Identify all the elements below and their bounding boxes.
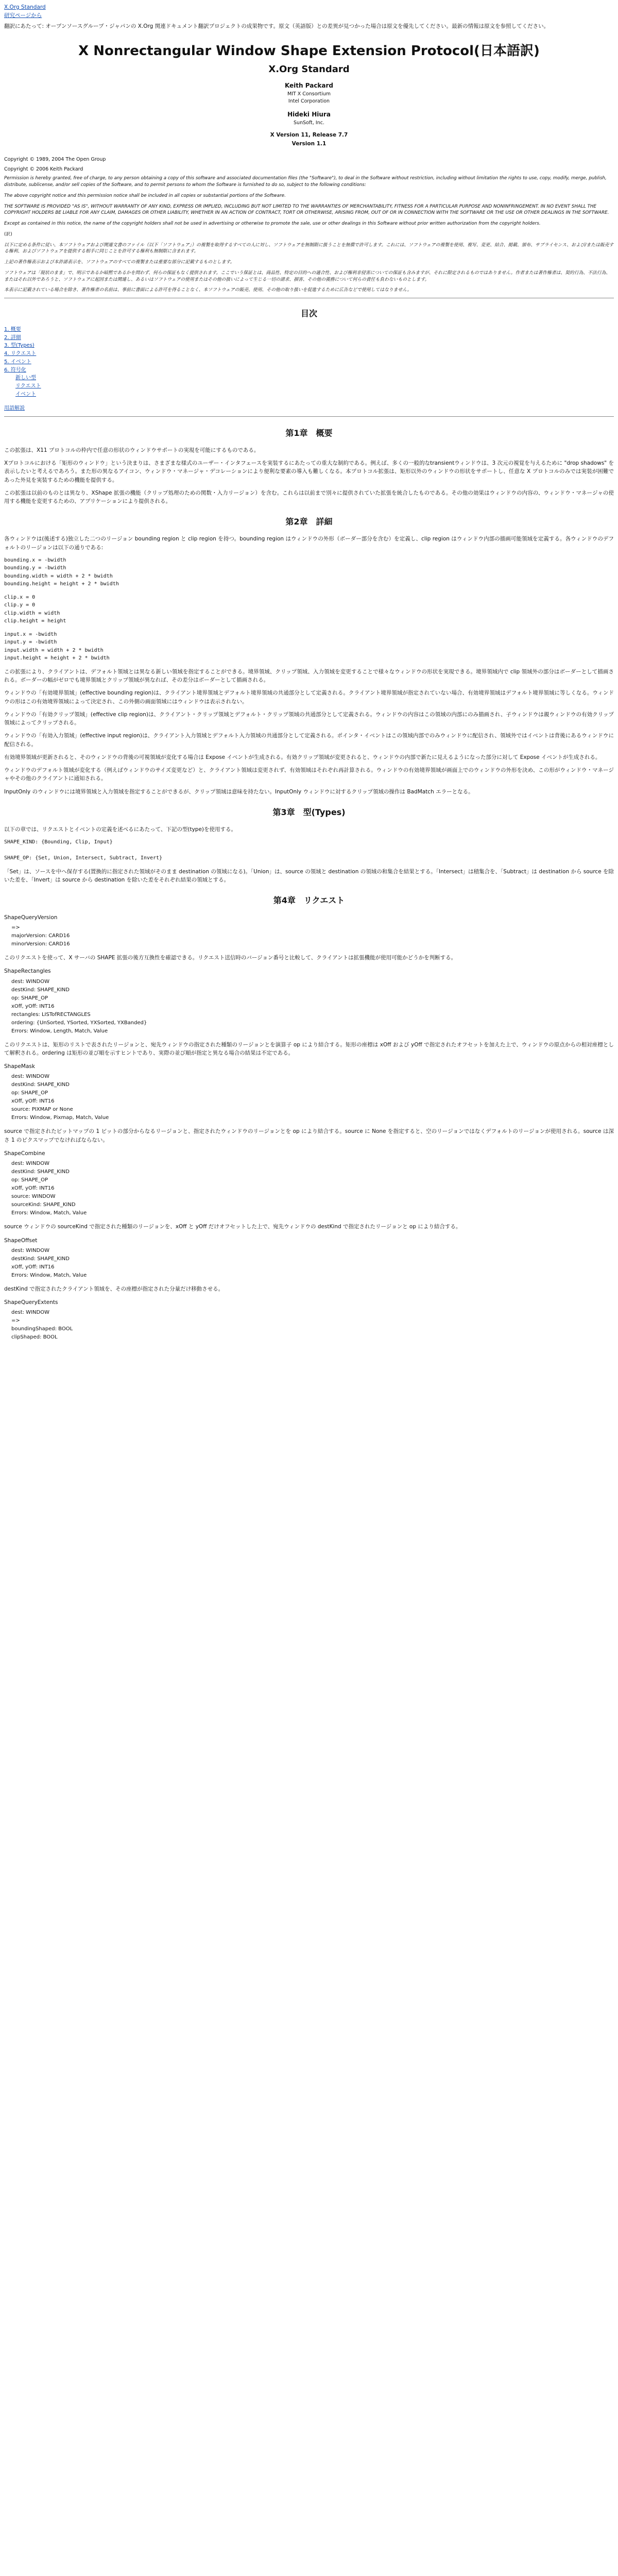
request-field: destKind: SHAPE_KIND <box>11 1169 70 1175</box>
request-description: このリクエストは、矩形のリストで表されたリージョンと、宛先ウィンドウの指定された種類のリージョンとを演算子 op により結合する。矩形の座標は xOff および yOff で指定されたオフセットを加えた上で、ウィンドウの原点からの相対座標として解釈される。ordering は矩形の並び順を示すヒントであり、実際の並び順が指定と異なる場合の結果は不定である。 <box>4 1041 614 1056</box>
author-name: Keith Packard <box>284 81 334 89</box>
toc-item <box>4 342 614 350</box>
license-paragraph-ja: 上記の著作権表示および本許諾表示を、ソフトウェアのすべての複製または重要な部分に記載するものとします。 <box>4 260 235 265</box>
license-paragraph: Permission is hereby granted, free of charge, to any person obtaining a copy of this software and associated documentation files (the "Software"), to deal in the Software without restriction, including without limitation the rights to use, copy, modify, merge, publish, distribute, sublicense, and/or sell copies of the Software, and to permit persons to whom the Software is furnished to do so, subject to the following conditions: <box>4 176 607 188</box>
request-field: dest: WINDOW <box>11 1310 49 1316</box>
license-paragraph: Except as contained in this notice, the name of the copyright holders shall not be used in advertising or otherwise to promote the sale, use or other dealings in this Software without prior written authorization from the copyright holders. <box>4 221 541 227</box>
request-field: majorVersion: CARD16 <box>11 933 70 939</box>
paragraph: Xプロトコルにおける「矩形のウィンドウ」という決まりは、さまざまな様式のユーザー・インタフェースを実装するにあたっての重大な制約である。例えば、多くの一般的なtransientウィンドウは、3 次元の視覚を与えるために "drop shadows" を表示したいと考えるであろう。また形の異なるアイコン、ウィンドウ・マネージャ・デコレーションにより便利な要素の導入も難しくなる。本プロトコル拡張は、矩形以外のウィンドウの形状をサポートし、任意な X プロトコルのみでは実装が困難であった外見を実装するための機能を提供する。 <box>4 460 614 483</box>
default-bounding-region: bounding.x = -bwidth bounding.y = -bwidth bounding.width = width + 2 * bwidth bounding.height = height + 2 * bwidth <box>4 557 119 587</box>
toc-link[interactable]: 4. リクエスト <box>4 351 37 357</box>
request-field: Errors: Window, Length, Match, Value <box>11 1028 108 1034</box>
default-input-region: input.x = -bwidth input.y = -bwidth input.width = width + 2 * bwidth input.height = height + 2 * bwidth <box>4 631 110 662</box>
request-signature <box>4 1073 614 1122</box>
request-field: destKind: SHAPE_KIND <box>11 987 70 993</box>
request-signature <box>4 1160 614 1217</box>
toc-link[interactable]: イベント <box>15 391 36 397</box>
author-block-1 <box>4 81 614 106</box>
paragraph: InputOnly のウィンドウには境界領域と入力領域を指定することができるが、クリップ領域は意味を持たない。InputOnly ウィンドウに対するクリップ領域の操作は BadMatch エラーとなる。 <box>4 788 474 795</box>
document-title: X Nonrectangular Window Shape Extension Protocol(日本語訳) <box>78 43 540 59</box>
chapter-1-title: 第1章 概要 <box>285 428 333 438</box>
request-field: xOff, yOff: INT16 <box>11 1264 55 1270</box>
paragraph: ウィンドウの「有効クリップ領域」(effective clip region)は、クライアント・クリップ領域とデフォルト・クリップ領域の共通部分として定義される。ウィンドウの内容はこの領域の内部にのみ描画され、子ウィンドウは親ウィンドウの有効クリップ領域によってクリップされる。 <box>4 711 614 726</box>
toc-item <box>4 366 614 375</box>
license-paragraph-ja: 本表示に記載されている場合を除き、著作権者の名前は、事前に書面による許可を得ることなく、本ソフトウェアの販売、使用、その他の取り扱いを促進するために広告などで使用してはなりません。 <box>4 287 412 293</box>
request-description: source ウィンドウの sourceKind で指定された種類のリージョンを、xOff と yOff だけオフセットした上で、宛先ウィンドウの destKind で指定されたリージョンと op により結合する。 <box>4 1224 461 1230</box>
request-name: ShapeOffset <box>4 1237 38 1244</box>
request-name: ShapeMask <box>4 1063 35 1070</box>
request-name: ShapeQueryExtents <box>4 1299 58 1306</box>
type-definitions: SHAPE_KIND: {Bounding, Clip, Input} SHAPE_OP: {Set, Union, Intersect, Subtract, Invert} <box>4 839 163 861</box>
toc-link[interactable]: リクエスト <box>15 383 41 389</box>
request-field: xOff, yOff: INT16 <box>11 1185 55 1192</box>
request-field: dest: WINDOW <box>11 1074 49 1080</box>
toc-item <box>4 334 614 342</box>
chapter-3-intro: 以下の章では、リクエストとイベントの定義を述べるにあたって、下記の型(type)を使用する。 <box>4 826 237 833</box>
chapter-2-title: 第2章 詳細 <box>285 517 333 527</box>
request-field: destKind: SHAPE_KIND <box>11 1082 70 1088</box>
request-field: Errors: Window, Pixmap, Match, Value <box>11 1115 109 1121</box>
author-org: Intel Corporation <box>288 98 330 105</box>
release-version: X Version 11, Release 7.7 <box>270 132 348 139</box>
toc-link-glossary[interactable]: 用語解説 <box>4 405 25 411</box>
paragraph: 各ウィンドウは(後述する)独立した二つのリージョン bounding region と clip region を持つ。bounding region はウィンドウの外形（ボーダー部分を含む）を定義し、clip region はウィンドウ内部の描画可能領域を定義する。各ウィンドウのデフォルトのリージョンは以下の通りである: <box>4 536 614 551</box>
request-field: source: PIXMAP or None <box>11 1107 73 1113</box>
request-field: op: SHAPE_OP <box>11 1177 48 1183</box>
toc-item <box>4 350 614 358</box>
request-description: このリクエストを使って、X サーバの SHAPE 拡張の後方互換性を確認できる。リクエスト送信時のバージョン番号と比較して、クライアントは拡張機能が使用可能かどうかを判断する。 <box>4 955 457 961</box>
request-field: xOff, yOff: INT16 <box>11 1003 55 1009</box>
top-link-research-page[interactable]: 研究ページから <box>4 12 42 19</box>
paragraph: ウィンドウの「有効入力領域」(effective input region)は、クライアント入力領域とデフォルト入力領域の共通部分として定義される。ポインタ・イベントはこの領域内部でのみウィンドウに配信され、領域外ではイベントは背後にあるウィンドウに配信される。 <box>4 733 614 748</box>
toc-list <box>4 326 614 399</box>
request-signature <box>4 924 614 948</box>
request-name: ShapeQueryVersion <box>4 914 58 921</box>
request-field: source: WINDOW <box>11 1194 56 1200</box>
license-paragraph: THE SOFTWARE IS PROVIDED "AS IS", WITHOUT WARRANTY OF ANY KIND, EXPRESS OR IMPLIED, INCLUDING BUT NOT LIMITED TO THE WARRANTIES OF MERCHANTABILITY, FITNESS FOR A PARTICULAR PURPOSE AND NONINFRINGEMENT. IN NO EVENT SHALL THE COPYRIGHT HOLDERS BE LIABLE FOR ANY CLAIM, DAMAGES OR OTHER LIABILITY, WHETHER IN AN ACTION OF CONTRACT, TORT OR OTHERWISE, ARISING FROM, OUT OF OR IN CONNECTION WITH THE SOFTWARE OR THE USE OR OTHER DEALINGS IN THE SOFTWARE. <box>4 204 609 216</box>
request-field: dest: WINDOW <box>11 1161 49 1167</box>
default-clip-region: clip.x = 0 clip.y = 0 clip.width = width clip.height = height <box>4 594 66 624</box>
request-signature <box>4 1247 614 1280</box>
request-field: xOff, yOff: INT16 <box>11 1098 55 1105</box>
top-link-xorg-standard[interactable]: X.Org Standard <box>4 4 46 10</box>
toc-link[interactable]: 6. 符号化 <box>4 367 26 373</box>
request-signature <box>4 978 614 1036</box>
paragraph: ウィンドウのデフォルト領域が変化する（例えばウィンドウのサイズ変更など）と、クライアント領域は変更されず、有効領域はそれぞれ再計算される。ウィンドウの有効境界領域が画面上でのウィンドウの外形を決め、この形がウィンドウ・マネージャやその他のクライアントに通知される。 <box>4 767 614 782</box>
request-field: => <box>11 1318 20 1324</box>
translation-intro: 翻訳にあたって: オープンソースグループ・ジャパンの X.Org 関連ドキュメント翻訳プロジェクトの成果物です。原文（英語版）との差異が見つかった場合は原文を優先してください。最新の情報は原文を参照してください。 <box>4 23 550 29</box>
chapter-3-desc: 「Set」は、ソースを中へ保存する(置換的に指定された領域がそのまま destination の領域になる)。「Union」は、source の領域と destination の領域の和集合を結果とする。「Intersect」は積集合を、「Subtract」は destination から source を除いた差を、「Invert」は source から destination を除いた差をそれぞれ結果の領域とする。 <box>4 868 614 883</box>
request-field: dest: WINDOW <box>11 978 49 985</box>
copyright-line: Copyright © 1989, 2004 The Open Group <box>4 156 106 162</box>
paragraph: この拡張により、クライアントは、デフォルト領域とは異なる新しい領域を指定することができる。境界領域、クリップ領域、入力領域を変更することで様々なウィンドウの形状を実現できる。境界領域内で clip 領域外の部分はボーダーとして描画される。ボーダーの幅がゼロでも境界領域とクリップ領域が異なれば、その差分はボーダーとして描画される。 <box>4 668 614 684</box>
author-org: MIT X Consortium <box>287 91 331 97</box>
author-block-2 <box>4 110 614 127</box>
license-paragraph-ja: 以下に定める条件に従い、本ソフトウェアおよび関連文書のファイル（以下「ソフトウェア」）の複製を取得するすべての人に対し、ソフトウェアを無制限に扱うことを無償で許可します。これには、ソフトウェアの複製を使用、複写、変更、結合、掲載、頒布、サブライセンス、および/または販売する権利、およびソフトウェアを提供する相手に同じことを許可する権利も無制限に含まれます。 <box>4 242 614 255</box>
toc-link[interactable]: 5. イベント <box>4 359 31 365</box>
request-field: boundingShaped: BOOL <box>11 1326 73 1332</box>
divider <box>4 416 614 417</box>
toc-item <box>4 358 614 366</box>
request-field: dest: WINDOW <box>11 1247 49 1253</box>
request-name: ShapeRectangles <box>4 968 51 975</box>
chapter-2-body <box>4 535 614 552</box>
chapter-4-title: 第4章 リクエスト <box>273 895 345 906</box>
toc-link[interactable]: 3. 型(Types) <box>4 343 35 349</box>
toc-link[interactable]: 新しい型 <box>15 375 36 381</box>
chapter-2-body-cont <box>4 668 614 796</box>
request-field: op: SHAPE_OP <box>11 995 48 1001</box>
request-field: op: SHAPE_OP <box>11 1090 48 1096</box>
request-field: minorVersion: CARD16 <box>11 941 70 947</box>
license-japanese <box>4 242 614 294</box>
request-field: => <box>11 925 20 931</box>
request-field: Errors: Window, Match, Value <box>11 1272 87 1278</box>
chapter-1-body <box>4 446 614 506</box>
request-description: destKind で指定されたクライアント領域を、その座標が指定された分量だけ移動させる。 <box>4 1285 224 1292</box>
toc-link[interactable]: 1. 概要 <box>4 326 21 332</box>
request-field: ordering: {UnSorted, YSorted, YXSorted, YXBanded} <box>11 1020 147 1026</box>
request-field: Errors: Window, Match, Value <box>11 1210 87 1216</box>
chapter-3-title: 第3章 型(Types) <box>272 807 346 817</box>
license-paragraph: The above copyright notice and this permission notice shall be included in all copies or substantial portions of the Software. <box>4 193 286 198</box>
request-field: clipShaped: BOOL <box>11 1334 58 1341</box>
chapter-4-body <box>4 913 614 1342</box>
toc-item <box>4 374 614 382</box>
license-english <box>4 175 614 227</box>
request-field: rectangles: LISTofRECTANGLES <box>11 1011 91 1018</box>
author-org: SunSoft, Inc. <box>294 120 324 126</box>
toc-title: 目次 <box>300 309 317 319</box>
license-ja-heading: (訳) <box>4 231 12 237</box>
paragraph: 有効境界領域が更新されると、そのウィンドウの背後の可視領域が変化する場合は Expose イベントが生成される。有効クリップ領域が変更されると、ウィンドウの内部で新たに見えるようになった部分に対して Expose イベントが生成される。 <box>4 754 601 760</box>
paragraph: この拡張は、X11 プロトコルの枠内で任意の形状のウィンドウサポートの実現を可能にするものである。 <box>4 447 260 453</box>
paragraph: この拡張は以前のものとは異なり、XShape 拡張の機能（クリップ処理のための関数・入力リージョン）を含む。これらは以前まで別々に提供されていた拡張を統合したものである。その他の効果はウィンドウの内容の、ウィンドウ・マネージャの使用する機能を変更するための、アプリケーションにより提供される。 <box>4 489 614 505</box>
top-links <box>4 3 614 20</box>
doc-version: Version 1.1 <box>291 140 327 147</box>
document-subtitle: X.Org Standard <box>268 64 350 75</box>
author-name: Hideki Hiura <box>287 111 331 118</box>
license-paragraph-ja: ソフトウェアは「現状のまま」で、明示であるか暗黙であるかを問わず、何らの保証もなく提供されます。ここでいう保証とは、商品性、特定の目的への適合性、および権利非侵害についての保証も含みますが、それに限定されるものではありません。作者または著作権者は、契約行為、不法行為、またはそれ以外であろうと、ソフトウェアに起因または関連し、あるいはソフトウェアの使用またはその他の扱いによって生じる一切の請求、損害、その他の義務について何らの責任も負わないものとします。 <box>4 270 611 282</box>
toc-link[interactable]: 2. 詳細 <box>4 334 21 341</box>
toc-item <box>4 382 614 391</box>
request-field: sourceKind: SHAPE_KIND <box>11 1202 76 1208</box>
request-signature <box>4 1309 614 1342</box>
table-of-contents <box>4 326 614 412</box>
request-field: destKind: SHAPE_KIND <box>11 1256 70 1262</box>
copyright-line: Copyright © 2006 Keith Packard <box>4 166 83 172</box>
request-description: source で指定されたビットマップの 1 ビットの部分からなるリージョンと、指定されたウィンドウのリージョンとを op により結合する。source に None を指定すると、空のリージョンではなくデフォルトのリージョンが使用される。source は深さ 1 のピクスマップでなければならない。 <box>4 1128 614 1143</box>
request-name: ShapeCombine <box>4 1150 45 1157</box>
release-line <box>4 131 614 148</box>
toc-item <box>4 391 614 399</box>
toc-item <box>4 326 614 334</box>
paragraph: ウィンドウの「有効境界領域」(effective bounding region)は、クライアント境界領域とデフォルト境界領域の共通部分として定義される。クライアント境界領域が指定されていない場合、有効境界領域はデフォルト境界領域に等しくなる。ウィンドウの形はこの有効境界領域によって決定され、この外側の画面領域にはウィンドウは表示されない。 <box>4 690 614 705</box>
